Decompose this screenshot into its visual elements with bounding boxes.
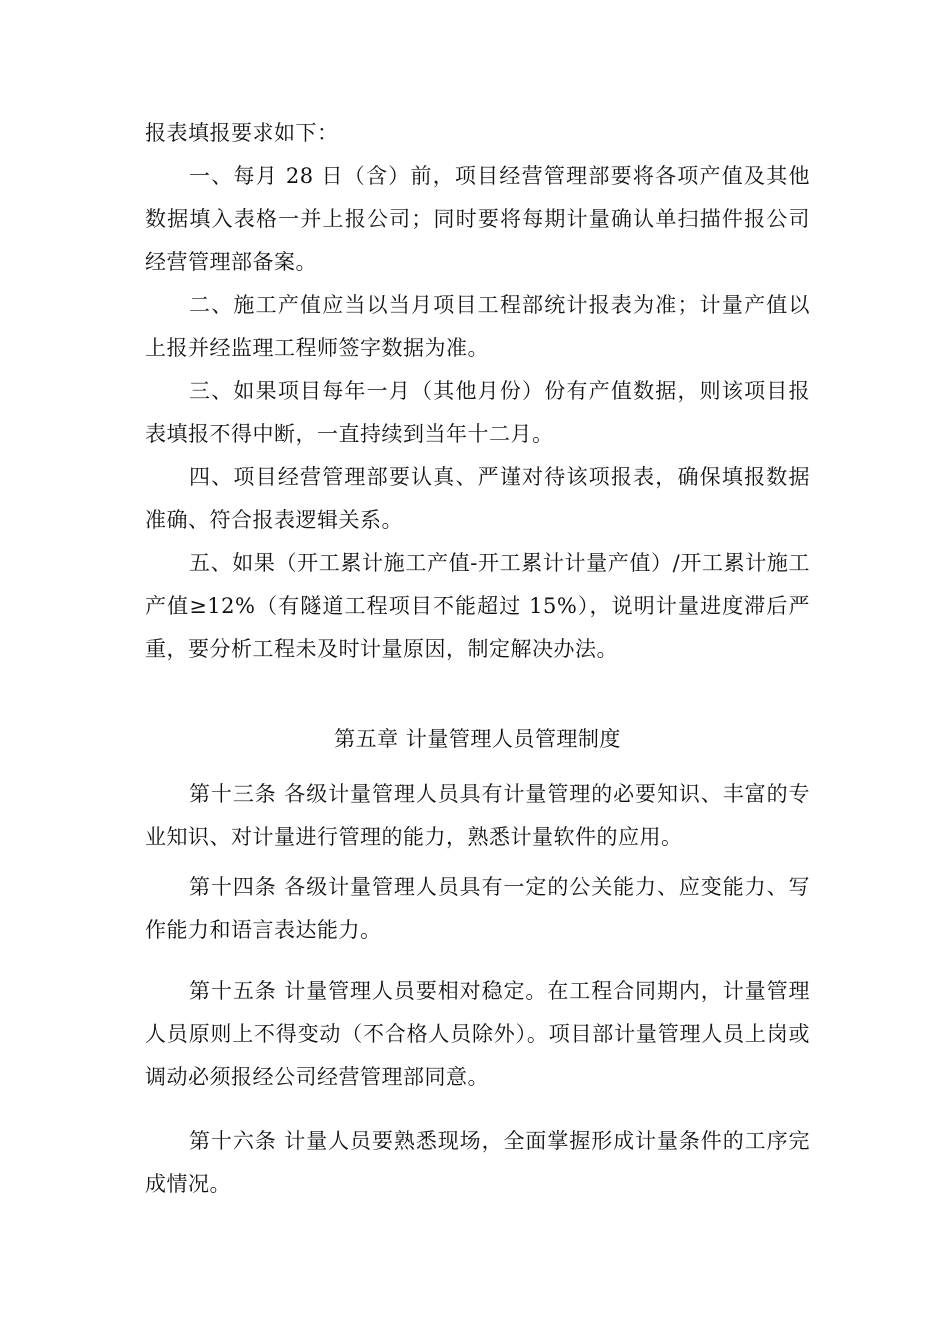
article-13: 第十三条 各级计量管理人员具有计量管理的必要知识、丰富的专业知识、对计量进行管理的能力，熟悉计量软件的应用。 — [145, 782, 810, 849]
requirement-item-2: 二、施工产值应当以当月项目工程部统计报表为准；计量产值以上报并经监理工程师签字数据为准。 — [145, 293, 810, 360]
article-14: 第十四条 各级计量管理人员具有一定的公关能力、应变能力、写作能力和语言表达能力。 — [145, 875, 810, 942]
requirement-item-3: 三、如果项目每年一月（其他月份）份有产值数据，则该项目报表填报不得中断，一直持续到当年十二月。 — [145, 379, 810, 446]
article-15: 第十五条 计量管理人员要相对稳定。在工程合同期内，计量管理人员原则上不得变动（不合格人员除外）。项目部计量管理人员上岗或调动必须报经公司经营管理部同意。 — [145, 979, 810, 1089]
chapter-title: 第五章 计量管理人员管理制度 — [334, 727, 621, 751]
requirement-item-1: 一、每月 28 日（含）前，项目经营管理部要将各项产值及其他数据填入表格一并上报公司；同时要将每期计量确认单扫描件报公司经营管理部备案。 — [145, 164, 810, 274]
requirement-item-4: 四、项目经营管理部要认真、严谨对待该项报表，确保填报数据准确、符合报表逻辑关系。 — [145, 465, 810, 532]
requirement-item-5: 五、如果（开工累计施工产值-开工累计计量产值）/开工累计施工产值≥12%（有隧道工程项目不能超过 15%），说明计量进度滞后严重，要分析工程未及时计量原因，制定解决办法。 — [145, 551, 810, 661]
intro-line: 报表填报要求如下： — [145, 121, 339, 145]
article-16: 第十六条 计量人员要熟悉现场，全面掌握形成计量条件的工序完成情况。 — [145, 1129, 810, 1196]
